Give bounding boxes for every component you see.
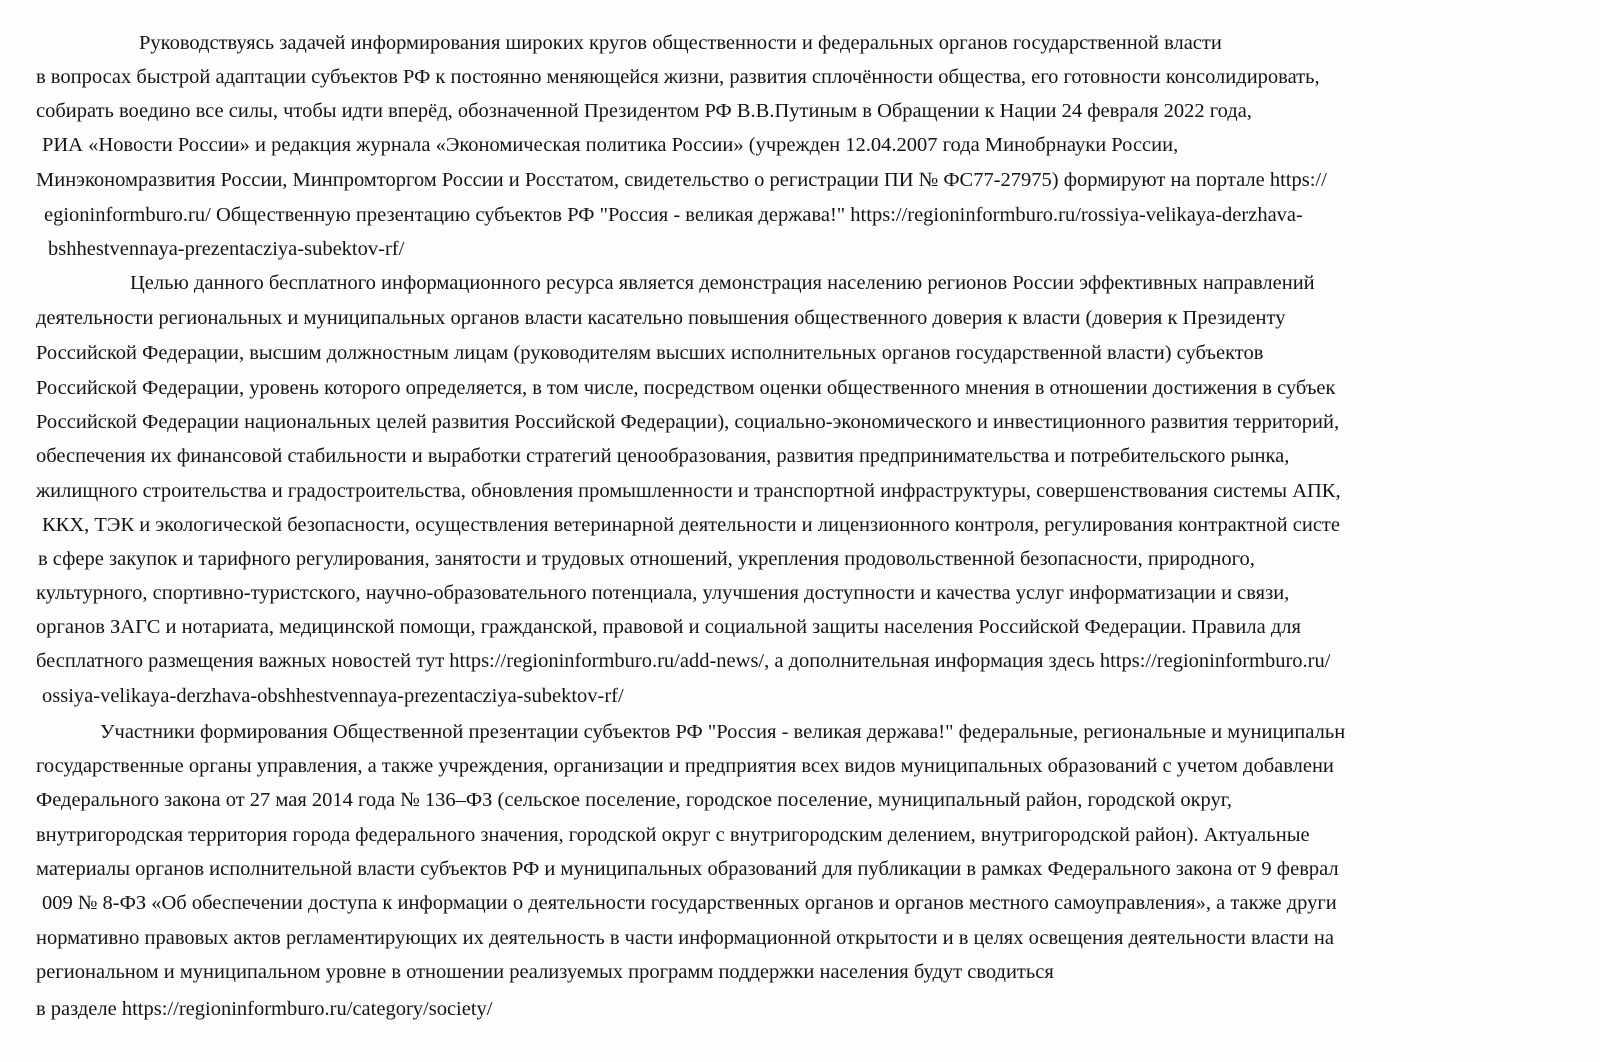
text-line: региональном и муниципальном уровне в отношении реализуемых программ поддержки населения будут сводиться (36, 961, 1054, 983)
text-line: бесплатного размещения важных новостей тут https://regioninformburo.ru/add-news/, а дополнительная информация здесь https://regioninformburo.ru/ (36, 650, 1331, 672)
text-line: в вопросах быстрой адаптации субъектов РФ к постоянно меняющейся жизни, развития сплочённости общества, его готовности консолидировать, (36, 66, 1320, 88)
text-line: обеспечения их финансовой стабильности и выработки стратегий ценообразования, развития предпринимательства и потребительского рынка, (36, 445, 1290, 467)
text-line: собирать воедино все силы, чтобы идти вперёд, обозначенной Президентом РФ В.В.Путиным в Обращении к Нации 24 февраля 2022 года, (36, 100, 1252, 122)
text-line: Федерального закона от 27 мая 2014 года № 136–ФЗ (сельское поселение, городское поселение, муниципальный район, городской округ, (36, 789, 1232, 811)
text-line: внутригородская территория города федерального значения, городской округ с внутригородским делением, внутригородской район). Актуальные (36, 824, 1310, 846)
text-line: Российской Федерации национальных целей развития Российской Федерации), социально-экономического и инвестиционного развития территорий, (36, 411, 1340, 433)
text-line: РИА «Новости России» и редакция журнала «Экономическая политика России» (учрежден 12.04.2007 года Минобрнауки России, (42, 134, 1179, 156)
text-line: bshhestvennaya-prezentacziya-subektov-rf/ (48, 238, 405, 260)
text-line: Минэкономразвития России, Минпромторгом России и Росстатом, свидетельство о регистрации ПИ № ФС77-27975) формируют на портале https:// (36, 169, 1327, 191)
text-line: Российской Федерации, высшим должностным лицам (руководителям высших исполнительных органов государственной власти) субъектов (36, 342, 1264, 364)
text-line: Целью данного бесплатного информационного ресурса является демонстрация населению регионов России эффективных направлений (130, 272, 1315, 294)
text-line: Российской Федерации, уровень которого определяется, в том числе, посредством оценки общественного мнения в отношении достижения в субъек (36, 377, 1336, 399)
text-line: ossiya-velikaya-derzhava-obshhestvennaya-prezentacziya-subektov-rf/ (42, 685, 624, 707)
text-line: egioninformburo.ru/ Общественную презентацию субъектов РФ "Россия - великая держава!" https://regioninformburo.ru/rossiya-velikaya-derzhava- (44, 204, 1303, 226)
text-line: Участники формирования Общественной презентации субъектов РФ "Россия - великая держава!" федеральные, региональные и муниципальн (100, 721, 1346, 743)
text-line: культурного, спортивно-туристского, научно-образовательного потенциала, улучшения доступности и качества услуг информатизации и связи, (36, 582, 1290, 604)
text-line: органов ЗАГС и нотариата, медицинской помощи, гражданской, правовой и социальной защиты населения Российской Федерации. Правила для (36, 616, 1301, 638)
text-line: деятельности региональных и муниципальных органов власти касательно повышения общественного доверия к власти (доверия к Президенту (36, 307, 1286, 329)
text-line: 009 № 8-ФЗ «Об обеспечении доступа к информации о деятельности государственных органов и органов местного самоуправления», а также други (42, 892, 1337, 914)
text-line: нормативно правовых актов регламентирующих их деятельность в части информационной открытости и в целях освещения деятельности власти на (36, 927, 1334, 949)
text-line: материалы органов исполнительной власти субъектов РФ и муниципальных образований для публикации в рамках Федерального закона от 9 феврал (36, 858, 1339, 880)
text-line: Руководствуясь задачей информирования широких кругов общественности и федеральных органов государственной власти (139, 32, 1222, 54)
text-line: ККХ, ТЭК и экологической безопасности, осуществления ветеринарной деятельности и лицензионного контроля, регулирования контрактной систе (42, 514, 1340, 536)
text-line: в сфере закупок и тарифного регулирования, занятости и трудовых отношений, укрепления продовольственной безопасности, природного, (38, 548, 1255, 570)
text-line: государственные органы управления, а также учреждения, организации и предприятия всех видов муниципальных образований с учетом добавлени (36, 755, 1334, 777)
text-line: жилищного строительства и градостроительства, обновления промышленности и транспортной инфраструктуры, совершенствования системы АПК, (36, 480, 1341, 502)
text-line: в разделе https://regioninformburo.ru/category/society/ (36, 998, 493, 1020)
